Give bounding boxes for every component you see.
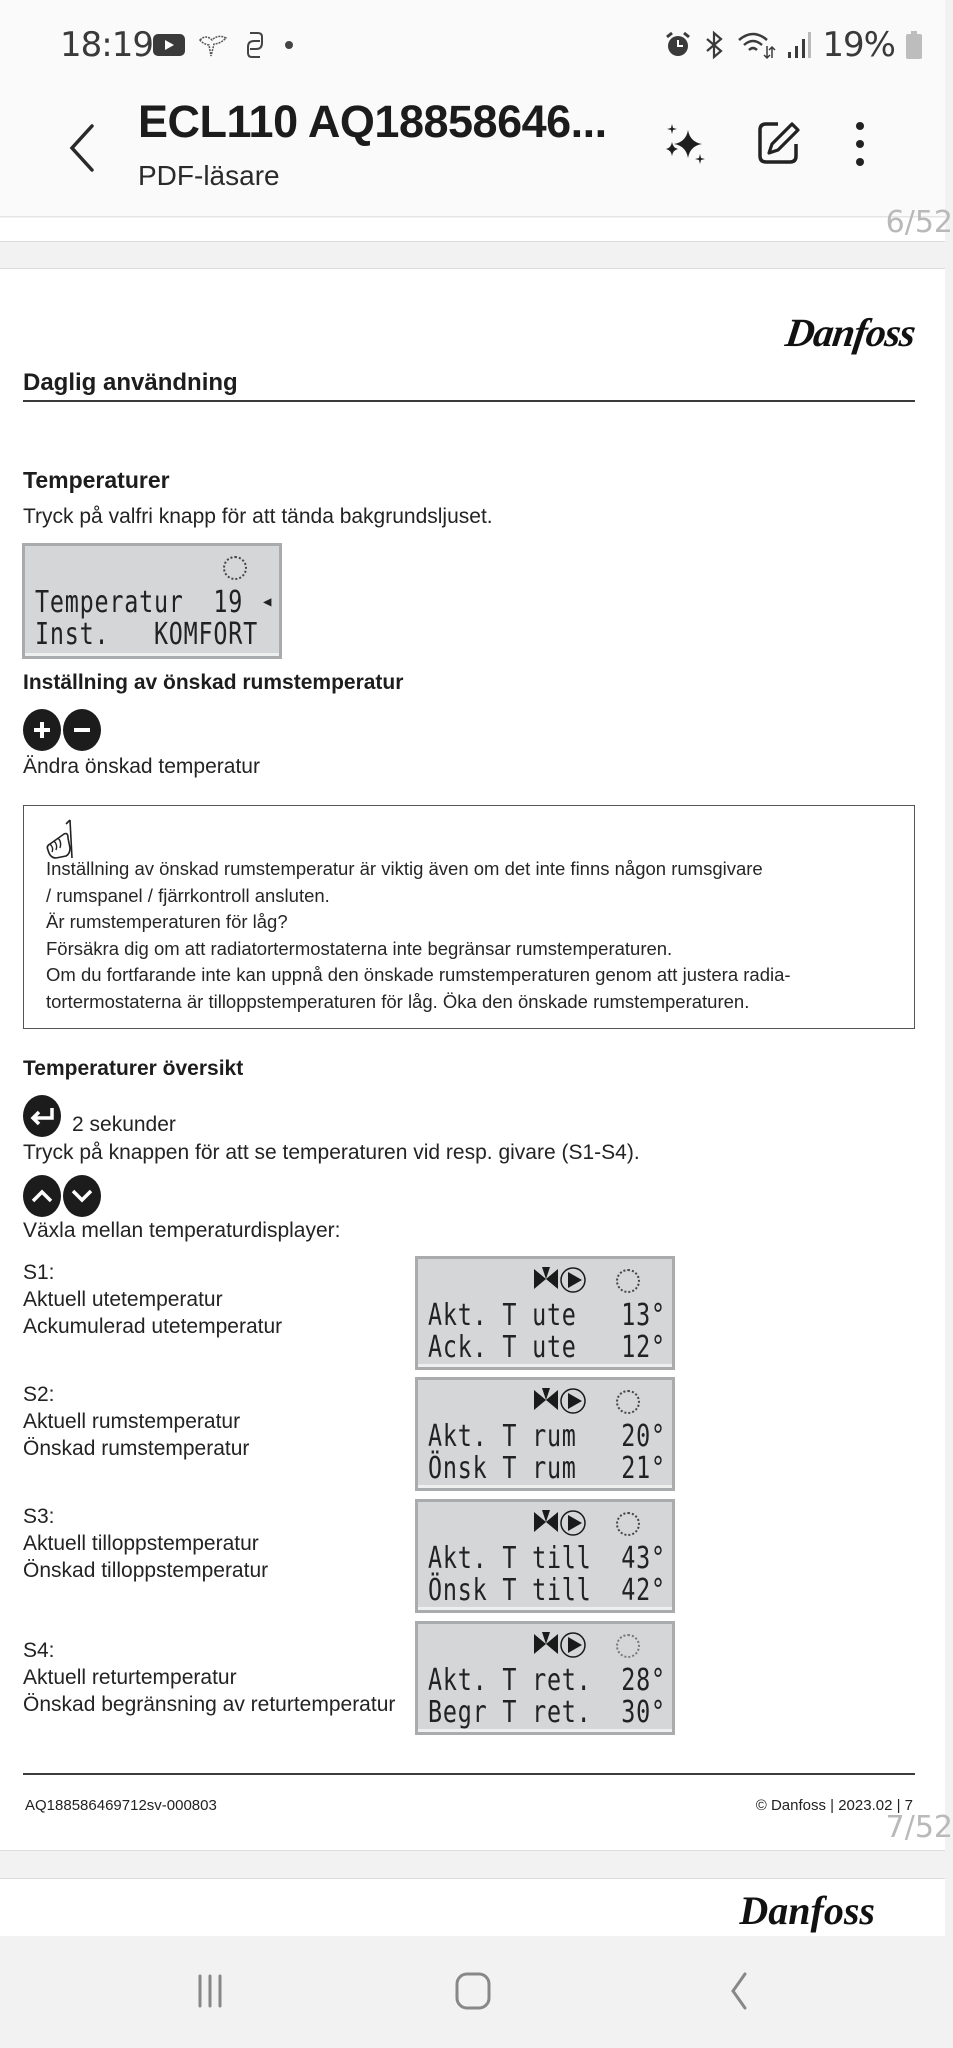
lcd-line-2: Ack. T ute 12° <box>428 1330 666 1365</box>
sensor-desc-1: Aktuell utetemperatur <box>23 1288 223 1311</box>
lcd-line-1: Akt. T rum 20° <box>428 1419 666 1454</box>
up-button-icon <box>23 1175 61 1217</box>
danfoss-logo: Danfoss <box>783 310 919 355</box>
more-vert-icon <box>845 118 875 170</box>
sensor-id: S2: <box>23 1383 55 1406</box>
lcd-line-2: Begr T ret. 30° <box>428 1695 666 1730</box>
cursor-arrow-icon: ◀ <box>263 594 272 610</box>
valve-pump-icon <box>532 1630 590 1660</box>
note-line: Försäkra dig om att radiatortermostaterna inte begränsar rumstemperaturen. <box>46 938 673 959</box>
note-line: Om du fortfarande inte kan uppnå den önskade rumstemperaturen genom att justera radia- <box>46 964 791 985</box>
app-bar <box>0 90 945 217</box>
lcd-line-2: Inst. KOMFORT <box>35 617 259 652</box>
down-button-icon <box>63 1175 101 1217</box>
lcd-display-s2 <box>415 1377 675 1491</box>
enter-button-icon <box>23 1095 61 1137</box>
status-time: 18:19 <box>60 25 153 65</box>
edit-icon <box>756 120 802 166</box>
sun-icon <box>616 1390 640 1414</box>
valve-pump-icon <box>532 1508 590 1538</box>
toggle-caption: Växla mellan temperaturdisplayer: <box>23 1219 341 1242</box>
next-page <box>0 1878 945 1938</box>
danfoss-logo: Danfoss <box>739 1888 875 1933</box>
sensor-desc-2: Önskad begränsning av returtemperatur <box>23 1693 396 1716</box>
lcd-display-s4 <box>415 1621 675 1735</box>
setting-heading: Inställning av önskad rumstemperatur <box>23 671 404 694</box>
lcd-line-2: Önsk T rum 21° <box>428 1451 666 1486</box>
temperatures-intro: Tryck på valfri knapp för att tända bakgrundsljuset. <box>23 505 493 528</box>
sensor-desc-1: Aktuell rumstemperatur <box>23 1410 241 1433</box>
plus-button-icon <box>23 709 61 751</box>
lcd-display-main <box>22 543 282 659</box>
lcd-line-2: Önsk T till 42° <box>428 1573 666 1608</box>
youtube-icon <box>152 33 186 57</box>
lcd-line-1: Akt. T ret. 28° <box>428 1663 666 1698</box>
sun-icon <box>616 1634 640 1658</box>
section-title: Daglig användning <box>23 369 238 396</box>
note-line: tortermostaterna är tilloppstemperaturen för låg. Öka den önskade rumstemperaturen. <box>46 991 750 1012</box>
section-divider <box>23 400 915 402</box>
app-subtitle: PDF-läsare <box>138 160 280 191</box>
system-back-button[interactable] <box>708 1966 768 2016</box>
document-code: AQ188586469712sv-000803 <box>25 1797 217 1814</box>
lcd-line-1: Akt. T till 43° <box>428 1541 666 1576</box>
home-button[interactable] <box>443 1966 503 2016</box>
pdf-page <box>0 268 945 1851</box>
sensor-id: S3: <box>23 1505 55 1528</box>
more-options-button[interactable] <box>845 118 875 170</box>
recent-apps-button[interactable] <box>180 1966 240 2016</box>
note-box <box>23 805 915 1029</box>
bluetooth-icon <box>702 30 726 60</box>
minus-button-icon <box>63 709 101 751</box>
lcd-line-1: Temperatur 19 <box>35 585 244 620</box>
back-button[interactable] <box>62 118 102 178</box>
copyright-page-number: © Danfoss | 2023.02 | 7 <box>755 1797 913 1814</box>
lcd-display-s3 <box>415 1499 675 1613</box>
note-line: Är rumstemperaturen för låg? <box>46 911 288 932</box>
lcd-line-1: Akt. T ute 13° <box>428 1298 666 1333</box>
previous-page <box>0 218 945 242</box>
setting-caption: Ändra önskad temperatur <box>23 755 260 778</box>
sensor-desc-1: Aktuell returtemperatur <box>23 1666 237 1689</box>
sensor-desc-2: Önskad tilloppstemperatur <box>23 1559 269 1582</box>
edit-button[interactable] <box>756 120 802 166</box>
page-indicator-prev: 6/52 <box>885 205 953 240</box>
battery-icon <box>905 30 923 60</box>
pointing-hand-icon <box>44 818 78 860</box>
sensor-desc-1: Aktuell tilloppstemperatur <box>23 1532 259 1555</box>
temperatures-heading: Temperaturer <box>23 467 170 493</box>
note-line: Inställning av önskad rumstemperatur är viktig även om det inte finns någon rumsgivare <box>46 858 763 879</box>
valve-pump-icon <box>532 1265 590 1295</box>
alarm-icon <box>664 31 692 59</box>
ai-sparkle-icon <box>662 120 710 168</box>
sensor-id: S4: <box>23 1639 55 1662</box>
notification-dot-icon <box>282 38 296 52</box>
lcd-display-s1 <box>415 1256 675 1370</box>
valve-pump-icon <box>532 1386 590 1416</box>
back-icon <box>723 1971 753 2011</box>
hold-duration-label: 2 sekunder <box>72 1113 176 1136</box>
ai-assist-button[interactable] <box>662 120 710 168</box>
sun-icon <box>616 1269 640 1293</box>
status-bar <box>0 0 945 90</box>
system-nav-bar <box>0 1936 945 2048</box>
note-line: / rumspanel / fjärrkontroll ansluten. <box>46 885 330 906</box>
overview-heading: Temperaturer översikt <box>23 1057 244 1080</box>
overview-instruction: Tryck på knappen för att se temperaturen vid resp. givare (S1-S4). <box>23 1141 640 1164</box>
home-icon <box>453 1971 493 2011</box>
page-indicator-current: 7/52 <box>885 1810 953 1845</box>
sun-icon <box>223 556 247 580</box>
sensor-desc-2: Ackumulerad utetemperatur <box>23 1315 283 1338</box>
document-title: ECL110 AQ18858646... <box>138 96 607 147</box>
chevron-left-icon <box>62 118 102 178</box>
signal-icon <box>786 30 812 60</box>
copilot-icon <box>240 30 270 60</box>
sensor-id: S1: <box>23 1261 55 1284</box>
wifi-icon <box>736 30 776 60</box>
footer-divider <box>23 1773 915 1775</box>
sensor-desc-2: Önskad rumstemperatur <box>23 1437 250 1460</box>
battery-percent: 19% <box>822 25 895 65</box>
recent-apps-icon <box>190 1971 230 2011</box>
sun-icon <box>616 1512 640 1536</box>
bird-app-icon <box>198 32 228 58</box>
